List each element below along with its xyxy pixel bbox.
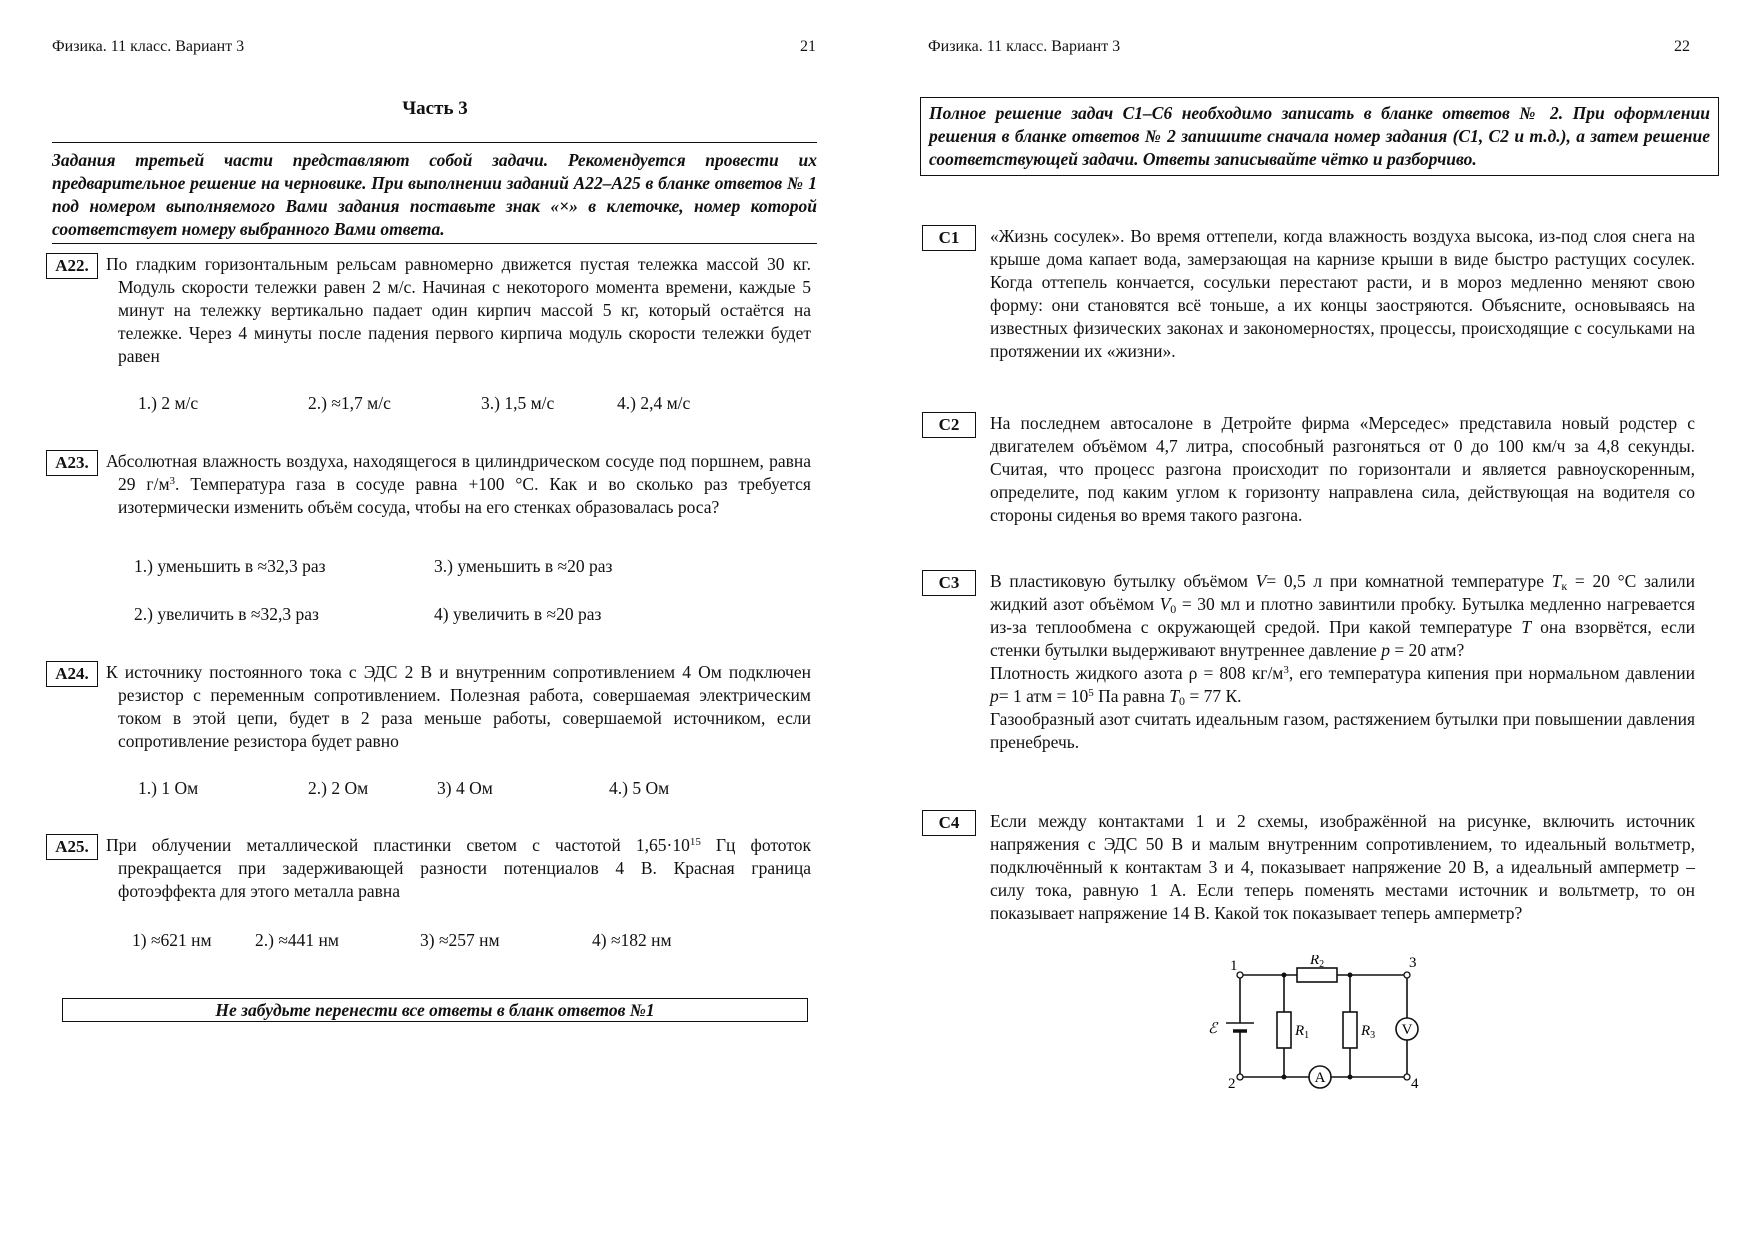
- task-text: По гладким горизонтальным рельсам равномерно движется пустая тележка массой 30 кг. Модуль скорости тележки равен 2 м/с. Начиная с некоторого момента времени, каждые 5 минут на тележку вертикально падает один кирпич массой 5 кг, который остаётся на тележке. Через 4 минуты после падения первого кирпича модуль скорости тележки будет равен: [106, 254, 811, 366]
- page-number: 21: [800, 38, 816, 55]
- task-label: С3: [922, 570, 976, 596]
- task-text: Если между контактами 1 и 2 схемы, изображённой на рисунке, включить источник напряжения с ЭДС 50 В и малым внутренним сопротивлением, то идеальный вольтметр, подключённый к контактам 3 и 4, показывает напряжение 20 В, а идеальный амперметр – силу тока, равную 1 А. Если теперь поменять местами источник и вольтметр, то он показывает напряжение 14 В. Какой ток показывает теперь амперметр?: [990, 811, 1695, 923]
- contact-4: [1404, 1074, 1410, 1080]
- task-label: С2: [922, 412, 976, 438]
- task-label: С1: [922, 225, 976, 251]
- contact-4-label: 4: [1411, 1076, 1419, 1092]
- page-number: 22: [1674, 38, 1690, 55]
- ammeter-label: A: [1314, 1070, 1326, 1086]
- contact-1-label: 1: [1230, 958, 1238, 974]
- task-label: А24.: [46, 661, 98, 687]
- answer-option: 1) ≈621 нм: [132, 930, 212, 950]
- voltmeter-label: V: [1401, 1022, 1413, 1038]
- answer-option: 4.) 5 Ом: [609, 778, 670, 798]
- junction-dot: [1348, 973, 1353, 978]
- junction-dot: [1282, 1075, 1287, 1080]
- task-text: К источнику постоянного тока с ЭДС 2 В и внутренним сопротивлением 4 Ом подключен резистор с переменным сопротивлением. Полезная работа, совершаемая электрическим током в этой цепи, будет в 2 раза меньше работы, совершаемой источником, если сопротивление резистора будет равно: [106, 662, 811, 751]
- emf-label: ℰ: [1208, 1021, 1218, 1037]
- resistor-r1: [1277, 1012, 1291, 1048]
- answer-option: 4) увеличить в ≈20 раз: [434, 604, 602, 624]
- junction-dot: [1348, 1075, 1353, 1080]
- task-paragraph: Плотность жидкого азота ρ = 808 $кг/м^3$, его температура кипения при нормальном давлении p= 1 атм = $10^5$ Па равна $T_0 = 77$ К.: [990, 663, 1695, 708]
- answer-option: 3) ≈257 нм: [420, 930, 500, 950]
- answer-option: 2.) ≈1,7 м/с: [308, 393, 391, 413]
- task-text: На последнем автосалоне в Детройте фирма «Мерседес» представила новый родстер с двигателем объёмом 4,7 литра, способный разгоняться от 0 до 100 км/ч за 4,8 секунды. Считая, что процесс разгона происходит по горизонтали и является равноускоренным, определите, под каким углом к горизонту направлена сила, действующая на водителя со стороны сиденья во время такого разгона.: [990, 413, 1695, 525]
- task-text: Абсолютная влажность воздуха, находящегося в цилиндрическом сосуде под поршнем, равна 29 $г/м^3$. Температура газа в сосуде равна +100 °С. Как и во сколько раз требуется изотермически изменить объём сосуда, чтобы на его стенках образовалась роса?: [106, 451, 811, 517]
- part-c-instructions: Полное решение задач С1–С6 необходимо записать в бланке ответов № 2. При оформлении решения в бланке ответов № 2 запишите сначала номер задания (С1, С2 и т.д.), а затем решение соответствующей задачи. Ответы записывайте чётко и разборчиво.: [920, 97, 1719, 176]
- task-text: При облучении металлической пластинки светом с частотой $1,65\cdot 10^{15}$ Гц фототок прекращается при задерживающей разности потенциалов 4 В. Красная граница фотоэффекта для этого металла равна: [106, 835, 811, 901]
- resistor-r2: [1297, 968, 1337, 982]
- answer-option: 2.) увеличить в ≈32,3 раз: [134, 604, 319, 624]
- task-c4: [922, 810, 1695, 950]
- circuit-diagram: [1200, 955, 1430, 1095]
- task-text: «Жизнь сосулек». Во время оттепели, когда влажность воздуха высока, из-под слоя снега на крыше дома капает вода, замерзающая на карнизе крыши в виде быстро растущих сосулек. Когда оттепель кончается, сосульки перестают расти, и в мороз медленно меняют свою форму: они становятся всё тоньше, а их концы заостряются. Объясните, основываясь на известных физических законах и закономерностях, процессы, происходящие с сосульками на протяжении их «жизни».: [990, 226, 1695, 361]
- answer-option: 1.) 2 м/с: [138, 393, 199, 413]
- contact-2-label: 2: [1228, 1076, 1236, 1092]
- task-label: С4: [922, 810, 976, 836]
- part-title: Часть 3: [402, 98, 468, 119]
- part-3-instructions: Задания третьей части представляют собой задачи. Рекомендуется провести их предварительное решение на черновике. При выполнении заданий А22–А25 в бланке ответов № 1 под номером выполняемого Вами задания поставьте знак «×» в клеточке, номер которой соответствует номеру выбранного Вами ответа.: [52, 142, 817, 244]
- r1-label: $R_1$: [1295, 1023, 1310, 1041]
- task-c1: [922, 225, 1695, 390]
- contact-2: [1237, 1074, 1243, 1080]
- task-label: А23.: [46, 450, 98, 476]
- answer-option: 1.) уменьшить в ≈32,3 раз: [134, 556, 326, 576]
- answer-option: 4) ≈182 нм: [592, 930, 672, 950]
- junction-dot: [1282, 973, 1287, 978]
- task-a24: [46, 661, 817, 761]
- task-label: А22.: [46, 253, 98, 279]
- task-c2: [922, 412, 1695, 552]
- task-a22: [46, 253, 817, 393]
- task-paragraph: Газообразный азот считать идеальным газом, растяжением бутылки при повышении давления пренебречь.: [990, 709, 1695, 752]
- page-header: Физика. 11 класс. Вариант 3: [928, 38, 1121, 55]
- contact-3-label: 3: [1409, 955, 1417, 971]
- task-text: [990, 570, 1695, 754]
- task-label: А25.: [46, 834, 98, 860]
- answer-option: 1.) 1 Ом: [138, 778, 199, 798]
- answer-option: 3) 4 Ом: [437, 778, 493, 798]
- answer-option: 2.) 2 Ом: [308, 778, 369, 798]
- answer-option: 4.) 2,4 м/с: [617, 393, 691, 413]
- contact-3: [1404, 972, 1410, 978]
- resistor-r3: [1343, 1012, 1357, 1048]
- r3-label: $R_3$: [1361, 1023, 1376, 1041]
- answer-option: 3.) 1,5 м/с: [481, 393, 555, 413]
- task-c3: [922, 570, 1695, 780]
- answer-option: 3.) уменьшить в ≈20 раз: [434, 556, 613, 576]
- page-header: Физика. 11 класс. Вариант 3: [52, 38, 245, 55]
- reminder-box: Не забудьте перенести все ответы в бланк ответов №1: [62, 998, 808, 1022]
- task-a25: [46, 834, 817, 914]
- contact-1: [1237, 972, 1243, 978]
- task-a23: [46, 450, 817, 550]
- answer-option: 2.) ≈441 нм: [255, 930, 339, 950]
- task-paragraph: В пластиковую бутылку объёмом V= 0,5 л при комнатной температуре $T_к = 20$ °С залили жидкий азот объёмом $V_0 = 30$ мл и плотно завинтили пробку. Бутылка медленно нагревается из-за теплообмена с окружающей средой. При какой температуре T она взорвётся, если стенки бутылки выдерживают внутреннее давление p = 20 атм?: [990, 571, 1695, 660]
- r2-label: $R_2$: [1310, 955, 1325, 970]
